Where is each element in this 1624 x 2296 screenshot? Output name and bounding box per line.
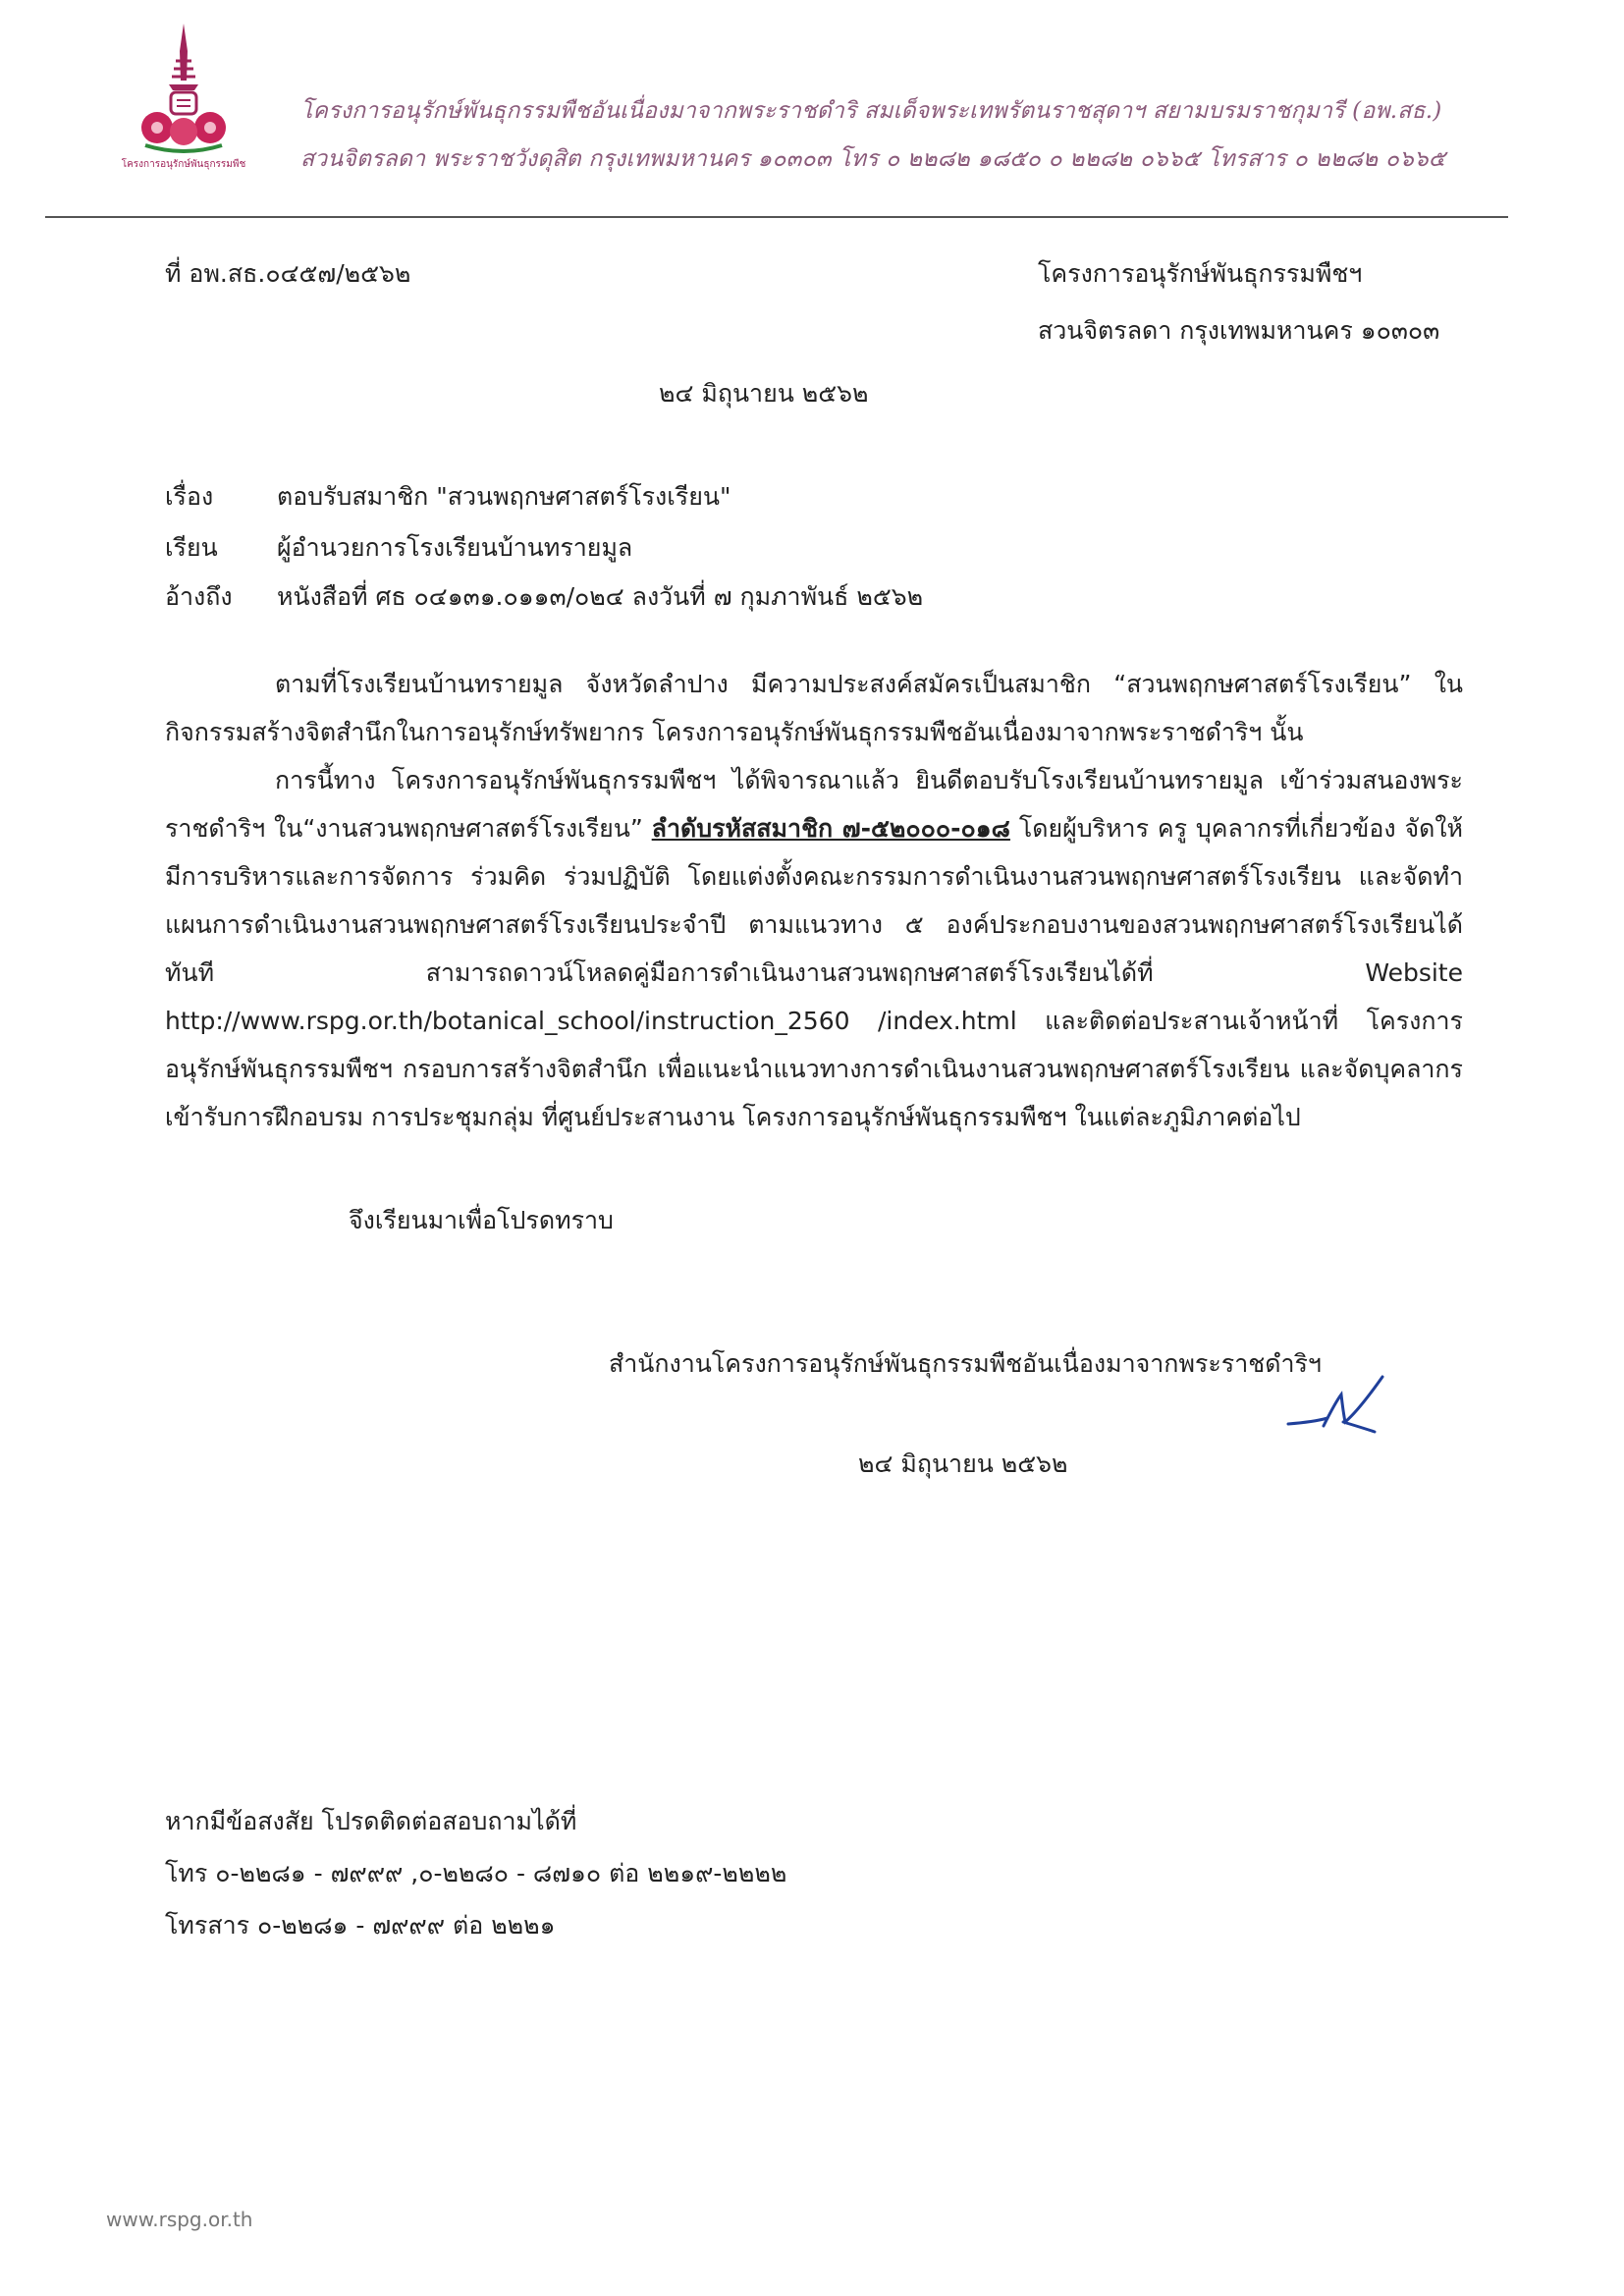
subject-label: เรื่อง [165, 482, 214, 511]
handwritten-signature [1284, 1373, 1392, 1436]
body-paragraph-2 [165, 756, 1463, 1141]
member-code: ลำดับรหัสสมาชิก ๗-๕๒๐๐๐-๐๑๘ [651, 814, 1010, 843]
body-paragraph-2-part-a: การนี้ทาง โครงการอนุรักษ์พันธุกรรมพืชฯ ได้พิจารณาแล้ว ยินดีตอบรับโรงเรียนบ้านทรายมูล เข้าร่วมสนองพระราชดำริฯ ใน“งานสวนพฤกษศาสตร์โรงเรียน” [165, 766, 1463, 843]
logo-caption: โครงการอนุรักษ์พันธุกรรมพืช [121, 159, 246, 170]
sender-address: สวนจิตรลดา กรุงเทพมหานคร ๑๐๓๐๓ [1038, 316, 1440, 345]
signature-date: ๒๔ มิถุนายน ๒๕๖๒ [858, 1449, 1068, 1478]
contact-phone: โทร ๐-๒๒๘๑ - ๗๙๙๙ ,๐-๒๒๘๐ - ๘๗๑๐ ต่อ ๒๒๑๙-๒๒๒๒ [165, 1859, 787, 1887]
contact-intro: หากมีข้อสงสัย โปรดติดต่อสอบถามได้ที่ [165, 1807, 577, 1835]
letterhead-line-1: โครงการอนุรักษ์พันธุกรรมพืชอันเนื่องมาจากพระราชดำริ สมเด็จพระเทพรัตนราชสุดาฯ สยามบรมราชกุมารี (อพ.สธ.) [300, 98, 1442, 124]
letter-date: ๒๔ มิถุนายน ๒๕๖๒ [659, 379, 869, 408]
recipient-text: ผู้อำนวยการโรงเรียนบ้านทรายมูล [277, 533, 633, 562]
sender-org: โครงการอนุรักษ์พันธุกรรมพืชฯ [1038, 259, 1363, 288]
body-paragraph-1: ตามที่โรงเรียนบ้านทรายมูล จังหวัดลำปาง มีความประสงค์สมัครเป็นสมาชิก “สวนพฤกษศาสตร์โรงเรียน” ในกิจกรรมสร้างจิตสำนึกในการอนุรักษ์ทรัพยากร โครงการอนุรักษ์พันธุกรรมพืชอันเนื่องมาจากพระราชดำริฯ นั้น [165, 670, 1463, 746]
reference-label: อ้างถึง [165, 582, 233, 611]
reference-text: หนังสือที่ ศธ ๐๔๑๓๑.๐๑๑๓/๐๒๔ ลงวันที่ ๗ กุมภาพันธ์ ๒๕๖๒ [277, 582, 924, 611]
subject-text: ตอบรับสมาชิก "สวนพฤกษศาสตร์โรงเรียน" [277, 482, 731, 511]
contact-fax: โทรสาร ๐-๒๒๘๑ - ๗๙๙๙ ต่อ ๒๒๒๑ [165, 1911, 556, 1940]
closing-line: จึงเรียนมาเพื่อโปรดทราบ [349, 1206, 614, 1234]
letterhead-divider [45, 216, 1508, 218]
footer-website: www.rspg.or.th [106, 2208, 253, 2231]
rspg-logo [116, 22, 251, 171]
reference-number: ที่ อพ.สธ.๐๔๕๗/๒๕๖๒ [165, 259, 411, 288]
recipient-label: เรียน [165, 533, 218, 562]
signatory-org: สำนักงานโครงการอนุรักษ์พันธุกรรมพืชอันเนื่องมาจากพระราชดำริฯ [609, 1349, 1322, 1378]
body-paragraph-2-part-b: โดยผู้บริหาร ครู บุคลากรที่เกี่ยวข้อง จัดให้มีการบริหารและการจัดการ ร่วมคิด ร่วมปฏิบัติ โดยแต่งตั้งคณะกรรมการดำเนินงานสวนพฤกษศาสตร์โรงเรียน และจัดทำแผนการดำเนินงานสวนพฤกษศาสตร์โรงเรียนประจำปี ตามแนวทาง ๕ องค์ประกอบงานของสวนพฤกษศาสตร์โรงเรียนได้ทันที สามารถดาวน์โหลดคู่มือการดำเนินงานสวนพฤกษศาสตร์โรงเรียนได้ที่ Website http://www.rspg.or.th/botanical_school/instruction_2560 /index.html และติดต่อประสานเจ้าหน้าที่ โครงการอนุรักษ์พันธุกรรมพืชฯ กรอบการสร้างจิตสำนึก เพื่อแนะนำแนวทางการดำเนินงานสวนพฤกษศาสตร์โรงเรียน และจัดบุคลากรเข้ารับการฝึกอบรม การประชุมกลุ่ม ที่ศูนย์ประสานงาน โครงการอนุรักษ์พันธุกรรมพืชฯ ในแต่ละภูมิภาคต่อไป [165, 814, 1464, 1131]
letterhead-line-2: สวนจิตรลดา พระราชวังดุสิต กรุงเทพมหานคร ๑๐๓๐๓ โทร ๐ ๒๒๘๒ ๑๘๕๐ ๐ ๒๒๘๒ ๐๖๖๕ โทรสาร ๐ ๒๒๘๒ ๐๖๖๕ [300, 146, 1446, 172]
